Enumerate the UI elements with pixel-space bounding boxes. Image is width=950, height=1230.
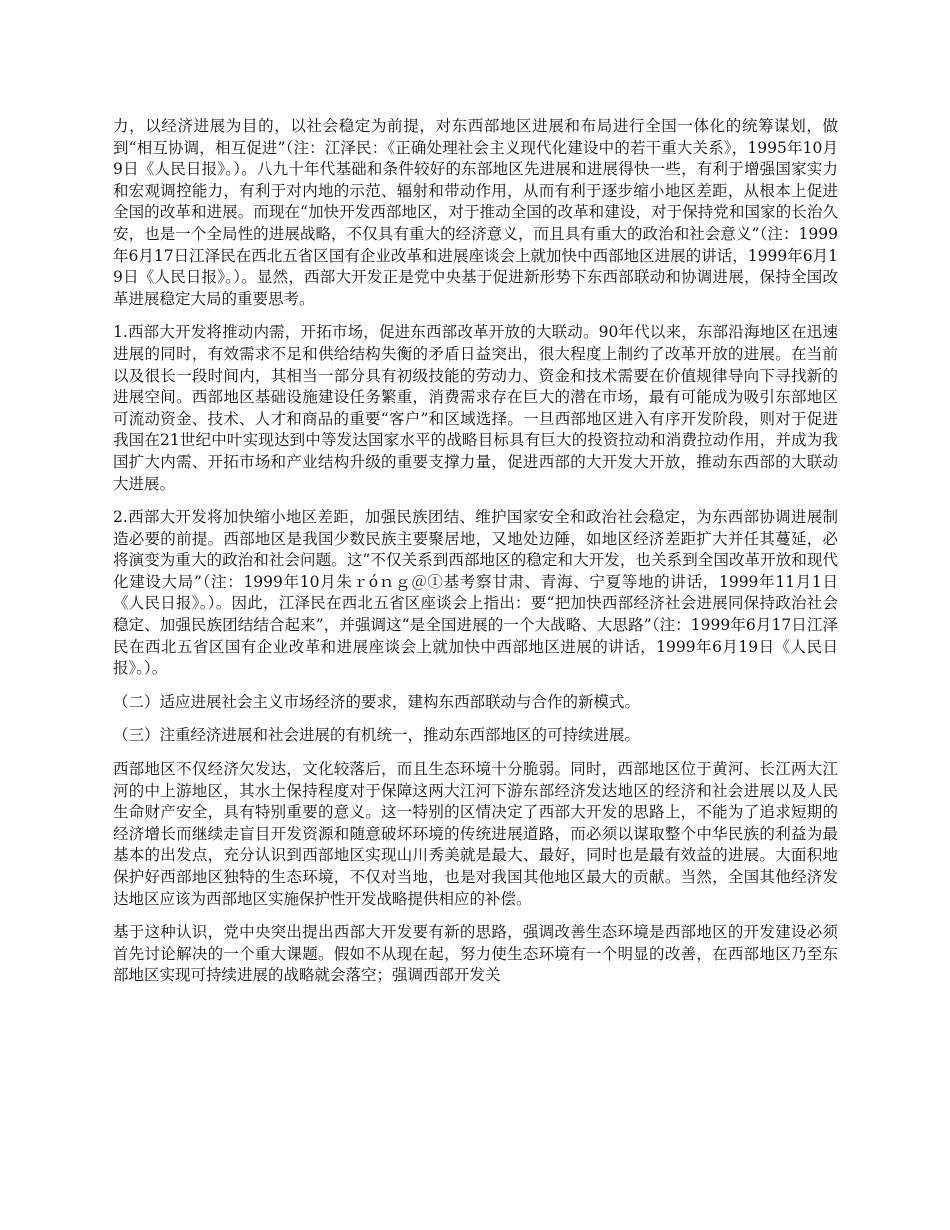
paragraph-1: 力，以经济进展为目的，以社会稳定为前提，对东西部地区进展和布局进行全国一体化的统筹谋划，做到“相互协调，相互促进”（注：江泽民：《正确处理社会主义现代化建设中的若干重大关系》，1995年10月9日《人民日报》。）。八九十年代基础和条件较好的东部地区先进展和进展得快一些，有利于增强国家实力和宏观调控能力，有利于对内地的示范、辐射和带动作用，从而有利于逐步缩小地区差距，从根本上促进全国的改革和进展。而现在“加快开发西部地区，对于推动全国的改革和建设，对于保持党和国家的长治久安，也是一个全局性的进展战略，不仅具有重大的经济意义，而且具有重大的政治和社会意义”（注：1999年6月17日江泽民在西北五省区国有企业改革和进展座谈会上就加快中西部地区进展的讲话，1999年6月19日《人民日报》。）。显然，西部大开发正是党中央基于促进新形势下东西部联动和协调进展，保持全国改革进展稳定大局的重要思考。 — [113, 117, 838, 308]
paragraph-2: 1.西部大开发将推动内需，开拓市场，促进东西部改革开放的大联动。90年代以来，东部沿海地区在迅速进展的同时，有效需求不足和供给结构失衡的矛盾日益突出，很大程度上制约了改革开放的进展。在当前以及很长一段时间内，其相当一部分具有初级技能的劳动力、资金和技术需要在价值规律导向下寻找新的进展空间。西部地区基础设施建设任务繁重，消费需求存在巨大的潜在市场，最有可能成为吸引东部地区可流动资金、技术、人才和商品的重要“客户”和区域选择。一旦西部地区进入有序开发阶段，则对于促进我国在21世纪中叶实现达到中等发达国家水平的战略目标具有巨大的投资拉动和消费拉动作用，并成为我国扩大内需、开拓市场和产业结构升级的重要支撑力量，促进西部的大开发大开放，推动东西部的大联动大进展。 — [113, 323, 838, 493]
paragraph-4: （二）适应进展社会主义市场经济的要求，建构东西部联动与合作的新模式。 — [113, 692, 641, 711]
paragraph-5: （三）注重经济进展和社会进展的有机统一，推动东西部地区的可持续进展。 — [113, 726, 641, 745]
document-body — [113, 116, 838, 999]
paragraph-6: 西部地区不仅经济欠发达，文化较落后，而且生态环境十分脆弱。同时，西部地区位于黄河、长江两大江河的中上游地区，其水土保持程度对于保障这两大江河下游东部经济发达地区的经济和社会进展以及人民生命财产安全，具有特别重要的意义。这一特别的区情决定了西部大开发的思路上，不能为了追求短期的经济增长而继续走盲目开发资源和随意破坏环境的传统进展道路，而必须以谋取整个中华民族的利益为最基本的出发点，充分认识到西部地区实现山川秀美就是最大、最好，同时也是最有效益的进展。大面积地保护好西部地区独特的生态环境，不仅对当地，也是对我国其他地区最大的贡献。当然，全国其他经济发达地区应该为西部地区实施保护性开发战略提供相应的补偿。 — [113, 760, 838, 908]
paragraph-3: 2.西部大开发将加快缩小地区差距，加强民族团结、维护国家安全和政治社会稳定，为东西部协调进展制造必要的前提。西部地区是我国少数民族主要聚居地，又地处边陲，如地区经济差距扩大并任其蔓延，必将演变为重大的政治和社会问题。这“不仅关系到西部地区的稳定和大开发，也关系到全国改革开放和现代化建设大局”（注：1999年10月朱ｒóｎｇ＠①基考察甘肃、青海、宁夏等地的讲话，1999年11月1日《人民日报》。）。因此，江泽民在西北五省区座谈会上指出：要“把加快西部经济社会进展同保持政治社会稳定、加强民族团结结合起来”，并强调这“是全国进展的一个大战略、大思路”（注：1999年6月17日江泽民在西北五省区国有企业改革和进展座谈会上就加快中西部地区进展的讲话，1999年6月19日《人民日报》。）。 — [113, 508, 838, 678]
paragraph-7: 基于这种认识，党中央突出提出西部大开发要有新的思路，强调改善生态环境是西部地区的开发建设必须首先讨论解决的一个重大课题。假如不从现在起，努力使生态环境有一个明显的改善，在西部地区乃至东部地区实现可持续进展的战略就会落空；强调西部开发关 — [113, 923, 838, 985]
